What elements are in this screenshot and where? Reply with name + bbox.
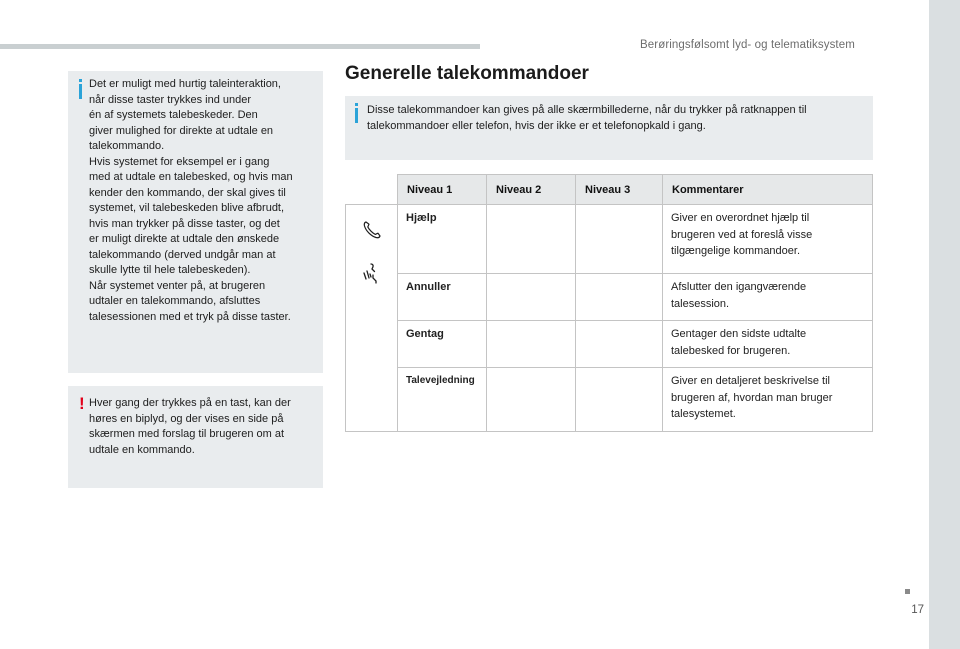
command-comment: Afslutter den igangværende talesession.	[663, 274, 873, 321]
voice-command-table	[345, 174, 873, 432]
command-comment: Giver en detaljeret beskrivelse til brugeren af, hvordan man bruger talesystemet.	[663, 368, 873, 432]
info-icon-bar	[79, 84, 82, 99]
info-icon-bar	[355, 108, 358, 123]
table-row	[346, 205, 873, 274]
header-rule	[0, 44, 480, 49]
phone-icon	[361, 219, 383, 241]
command-level2	[487, 368, 576, 432]
icon-cell	[346, 205, 398, 432]
warning-note-box	[68, 386, 323, 488]
info-note-text: Det er muligt med hurtig taleinteraktion, når disse taster trykkes ind under én af systemets talebeskeder. Den giver mulighed for direkte at udtale en talekommando. Hvis systemet for eksempel er i gang med at udtale en talebesked, og hvis man kender den kommando, der skal gives til systemet, vil talebeskeden blive afbrudt, hvis man trykker på disse taster, og det er muligt direkte at udtale den ønskede talekommando (derved undgår man at skulle lytte til hele talebeskeden). Når systemet venter på, at brugeren udtaler en talekommando, afsluttes talesessionen med et tryk på disse taster.	[89, 78, 293, 323]
table-row	[346, 274, 873, 321]
table-header-comments: Kommentarer	[663, 175, 873, 205]
page-marker	[905, 589, 910, 594]
command-level3	[576, 274, 663, 321]
warning-note-text: Hver gang der trykkes på en tast, kan der høres en biplyd, og der vises en side på skærmen med forslag til brugeren om at udtale en kommando.	[89, 397, 291, 456]
command-level3	[576, 368, 663, 432]
running-header: Berøringsfølsomt lyd- og telematiksystem	[640, 39, 855, 51]
table-row	[346, 368, 873, 432]
command-level3	[576, 321, 663, 368]
table-header-row	[346, 175, 873, 205]
side-band	[929, 0, 960, 649]
intro-note-box	[345, 96, 873, 160]
page-number: 17	[911, 604, 924, 616]
info-icon	[79, 79, 82, 82]
table-header-level2: Niveau 2	[487, 175, 576, 205]
table-header-level1: Niveau 1	[398, 175, 487, 205]
voice-command-icon	[361, 261, 383, 285]
table-header-level3: Niveau 3	[576, 175, 663, 205]
intro-note-text: Disse talekommandoer kan gives på alle skærmbillederne, når du trykker på ratknappen til talekommandoer eller telefon, hvis der ikke er et telefonopkald i gang.	[367, 104, 807, 132]
info-icon	[355, 103, 358, 106]
command-name: Gentag	[398, 321, 487, 368]
warning-icon: !	[79, 394, 85, 413]
command-comment: Giver en overordnet hjælp til brugeren ved at foreslå visse tilgængelige kommandoer.	[663, 205, 873, 274]
command-name: Talevejledning	[398, 368, 487, 432]
command-level2	[487, 274, 576, 321]
command-name: Hjælp	[398, 205, 487, 274]
command-name: Annuller	[398, 274, 487, 321]
command-comment: Gentager den sidste udtalte talebesked for brugeren.	[663, 321, 873, 368]
section-title: Generelle talekommandoer	[345, 63, 589, 84]
table-header-blank	[346, 175, 398, 205]
info-note-box	[68, 71, 323, 373]
table-row	[346, 321, 873, 368]
command-level2	[487, 321, 576, 368]
command-level2	[487, 205, 576, 274]
command-level3	[576, 205, 663, 274]
